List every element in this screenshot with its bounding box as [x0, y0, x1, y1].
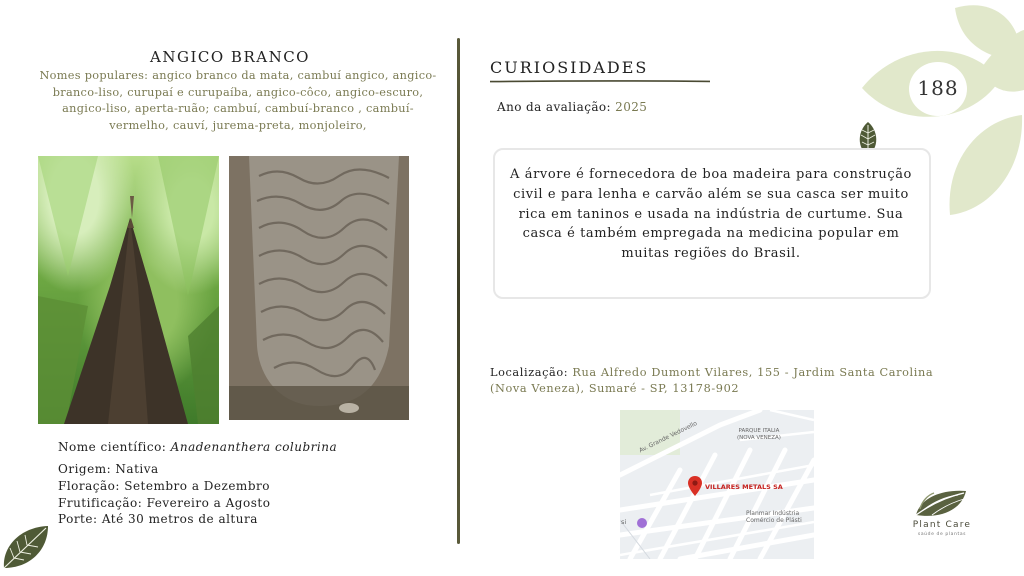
location-label: Localização: — [490, 366, 569, 379]
map-industry-label — [746, 510, 802, 524]
location — [490, 365, 970, 398]
origin: Origem: Nativa — [58, 462, 159, 476]
popular-names-list: angico branco da mata, cambuí angico, angico-branco-liso, curupaí e curupaíba, angico-côco, angico-escuro, angico-liso, aperta-ruão; cambuí, cambuí-branco , cambuí-vermelho, cauví, jurema-preta, monjoleiro, — [52, 69, 437, 132]
brand-name: Plant Care — [912, 520, 972, 530]
plant-name: ANGICO BRANCO — [150, 48, 310, 66]
size: Porte: Até 30 metros de altura — [58, 512, 258, 527]
map-area-label — [737, 428, 781, 441]
map-area-line2: (NOVA VENEZA) — [737, 434, 781, 441]
brand-tagline: saúde de plantas — [917, 532, 967, 537]
curiosity-text: A árvore é fornecedora de boa madeira para construção civil e para lenha e carvão além se sua casca ser muito rica em taninos e usada na indústria de curtume. Sua casca é também empregada na medicina popular em muitas regiões do Brasil. — [510, 167, 912, 262]
title-underline — [490, 80, 710, 83]
map-industry-line1: Planmar Indústria — [746, 510, 800, 517]
year-label: Ano da avaliação: — [497, 100, 611, 114]
bark-photo — [229, 156, 409, 420]
leaf-icon — [0, 522, 52, 572]
popular-names — [34, 68, 442, 134]
curiosities-title: CURIOSIDADES — [490, 58, 649, 77]
tree-photo — [38, 156, 219, 424]
map-place-label: VILLARES METALS SA — [705, 483, 783, 491]
map-area-line1: PARQUE ITALIA — [738, 428, 780, 434]
map-pin-icon[interactable] — [688, 476, 702, 496]
scientific-name — [58, 440, 337, 454]
popular-names-label: Nomes populares: — [39, 69, 149, 82]
plant-details — [58, 461, 270, 528]
evaluation-year — [497, 100, 647, 114]
column-divider — [457, 38, 460, 544]
scientific-name-label: Nome científico: — [58, 440, 167, 454]
map-edge-label: si — [621, 518, 627, 526]
page-number: 188 — [917, 76, 959, 100]
year-value: 2025 — [615, 100, 648, 114]
fruiting: Frutificação: Fevereiro a Agosto — [58, 495, 271, 510]
map-industry-line2: Comércio de Plásti — [746, 517, 802, 524]
scientific-name-value: Anadenanthera colubrina — [170, 440, 338, 454]
location-address: Rua Alfredo Dumont Vilares, 155 - Jardim Santa Carolina (Nova Veneza), Sumaré - SP, 13178-902 — [490, 366, 934, 396]
plant-care-logo — [912, 487, 970, 519]
map-street-label: Av. Grande Vedovello — [638, 420, 699, 455]
flowering: Floração: Setembro a Dezembro — [58, 478, 270, 493]
location-map[interactable] — [620, 410, 814, 559]
